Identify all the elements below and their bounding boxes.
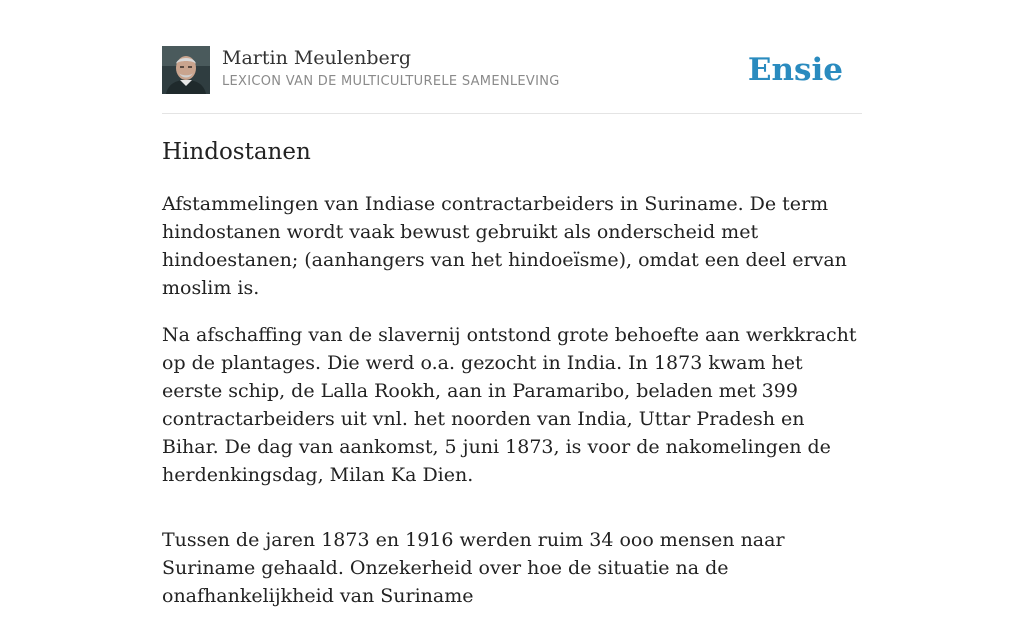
paragraph: Afstammelingen van Indiase contractarbeiders in Suriname. De term hindostanen wordt vaak bewust gebruikt als onderscheid met hindoestanen; (aanhangers van het hindoeïsme), omdat een deel ervan moslim is. [162,193,847,299]
avatar-photo [162,46,210,94]
author-name[interactable]: Martin Meulenberg [222,47,411,69]
paragraph: Tussen de jaren 1873 en 1916 werden ruim 34 ooo mensen naar Suriname gehaald. Onzekerheid over hoe de situatie na de onafhankelijkheid van Suriname [162,529,785,607]
header-divider [162,113,862,114]
author-header [162,46,862,96]
ensie-logo-link[interactable]: Ensie [747,52,843,88]
article-body [162,190,864,629]
author-avatar[interactable] [162,46,210,94]
paragraph: Na afschaffing van de slavernij ontstond grote behoefte aan werkkracht op de plantages. Die werd o.a. gezocht in India. In 1873 kwam het eerste schip, de Lalla Rookh, aan in Paramaribo, beladen met 399 contractarbeiders uit vnl. het noorden van India, Uttar Pradesh en Bihar. De dag van aankomst, 5 juni 1873, is voor de nakomelingen de herdenkingsdag, Milan Ka Dien. [162,324,857,486]
article-title: Hindostanen [162,139,311,165]
publication-name[interactable]: LEXICON VAN DE MULTICULTURELE SAMENLEVING [222,74,560,89]
